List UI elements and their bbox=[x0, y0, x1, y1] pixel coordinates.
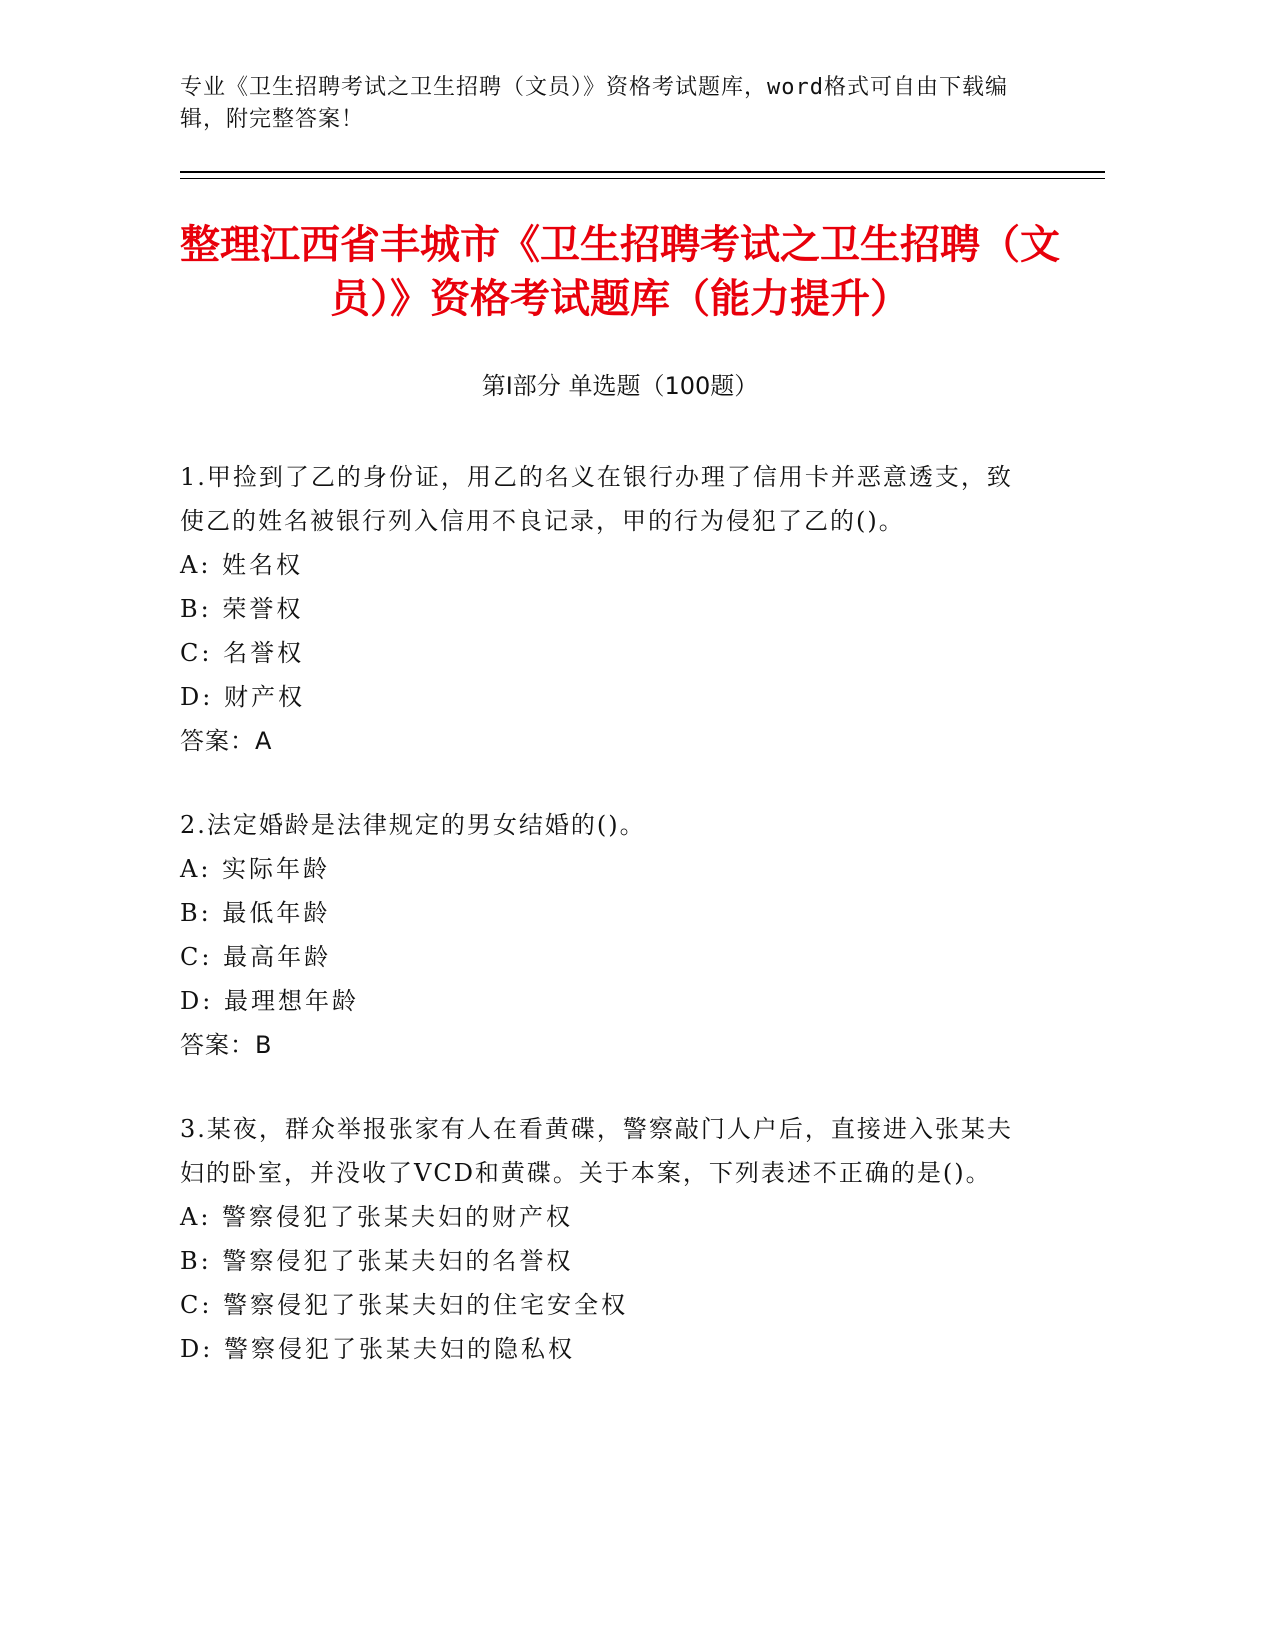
header-note: 专业《卫生招聘考试之卫生招聘（文员）》资格考试题库，word格式可自由下载编辑，附完整答案！ bbox=[180, 75, 1008, 132]
answer-line: 答案：A bbox=[180, 727, 273, 755]
option-b: B: 警察侵犯了张某夫妇的名誉权 bbox=[180, 1247, 574, 1275]
answer-line: 答案：B bbox=[180, 1031, 273, 1059]
option-a: A: 警察侵犯了张某夫妇的财产权 bbox=[180, 1203, 574, 1231]
header-divider-thick bbox=[180, 171, 1105, 173]
option-d: D: 财产权 bbox=[180, 683, 305, 711]
option-b: B: 最低年龄 bbox=[180, 899, 331, 927]
option-a: A: 姓名权 bbox=[180, 551, 304, 579]
option-c: C: 警察侵犯了张某夫妇的住宅安全权 bbox=[180, 1291, 629, 1319]
header-divider-thin bbox=[180, 178, 1105, 179]
option-c: C: 名誉权 bbox=[180, 639, 305, 667]
document-title: 整理江西省丰城市《卫生招聘考试之卫生招聘（文员）》资格考试题库（能力提升） bbox=[180, 222, 1060, 322]
option-a: A: 实际年龄 bbox=[180, 855, 331, 883]
question-item bbox=[180, 803, 1020, 1067]
question-stem: 3.某夜，群众举报张家有人在看黄碟，警察敲门人户后，直接进入张某夫妇的卧室，并没收了VCD和黄碟。关于本案，下列表述不正确的是()。 bbox=[180, 1115, 1013, 1187]
question-item bbox=[180, 1107, 1020, 1371]
option-b: B: 荣誉权 bbox=[180, 595, 304, 623]
question-stem: 1.甲捡到了乙的身份证，用乙的名义在银行办理了信用卡并恶意透支，致使乙的姓名被银行列入信用不良记录，甲的行为侵犯了乙的()。 bbox=[180, 463, 1013, 535]
question-item bbox=[180, 455, 1020, 763]
question-stem: 2.法定婚龄是法律规定的男女结婚的()。 bbox=[180, 811, 646, 839]
question-list bbox=[180, 455, 1020, 1411]
option-d: D: 最理想年龄 bbox=[180, 987, 359, 1015]
option-c: C: 最高年龄 bbox=[180, 943, 332, 971]
option-d: D: 警察侵犯了张某夫妇的隐私权 bbox=[180, 1335, 575, 1363]
section-heading: 第Ⅰ部分 单选题（100题） bbox=[481, 372, 759, 400]
